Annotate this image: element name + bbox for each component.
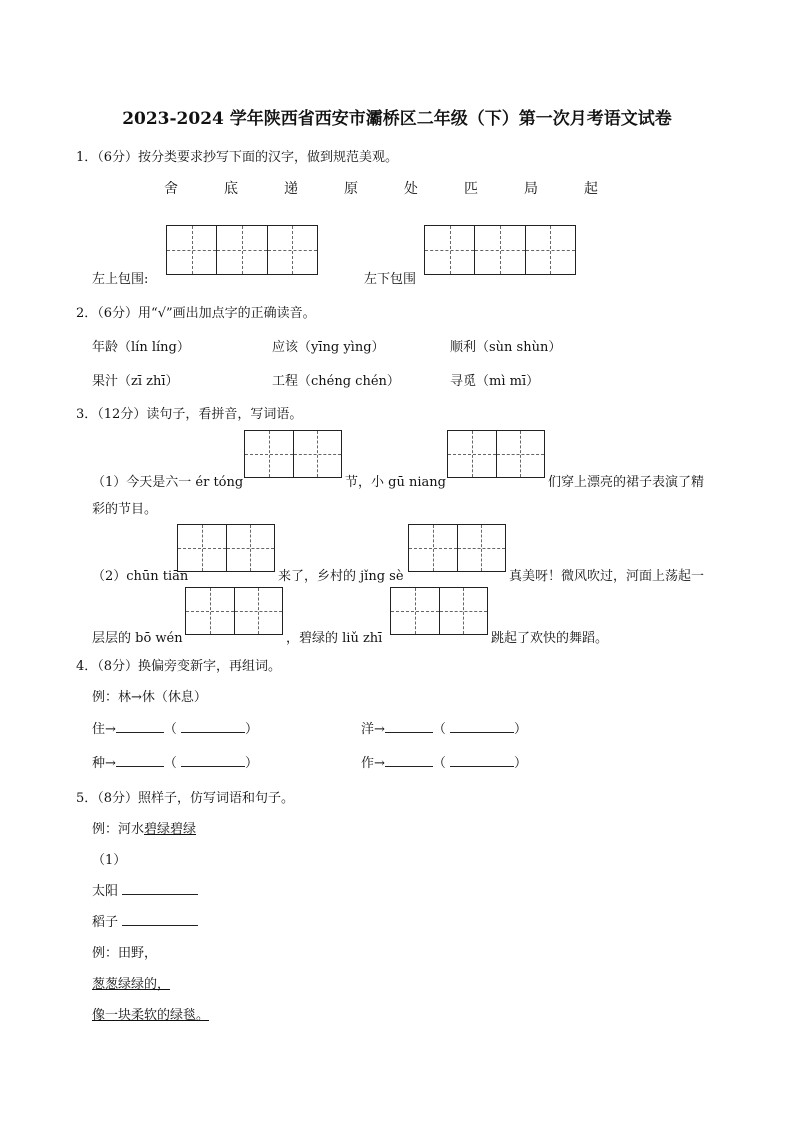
q5-word: 稻子 bbox=[92, 915, 119, 930]
q4-item-char: 作→ bbox=[361, 756, 385, 771]
q4-example: 例：林→休（休息） bbox=[92, 690, 207, 705]
q5-word: 太阳 bbox=[92, 884, 119, 899]
q2-item: 工程（chéng chén） bbox=[272, 374, 400, 389]
q1-char: 处 bbox=[404, 181, 418, 197]
q5-example-prefix: 例：河水 bbox=[92, 822, 145, 837]
answer-blank[interactable] bbox=[385, 754, 433, 767]
writing-grid[interactable] bbox=[447, 430, 545, 478]
q3-sentence-text: 真美呀！微风吹过，河面上荡起一 bbox=[509, 569, 705, 584]
answer-blank[interactable] bbox=[122, 913, 198, 926]
q2-item: 顺利（sùn shùn） bbox=[450, 340, 562, 355]
q1-heading: 1．（6分）按分类要求抄写下面的汉字，做到规范美观。 bbox=[76, 150, 399, 165]
q3-sentence-text: 彩的节目。 bbox=[92, 502, 158, 517]
q4-item: 洋→ （ ） bbox=[361, 722, 528, 737]
answer-blank[interactable] bbox=[116, 754, 164, 767]
q1-char: 递 bbox=[284, 181, 298, 197]
q3-sentence-text: 来了，乡村的 jǐng sè bbox=[278, 569, 404, 584]
q4-item-char: 洋→ bbox=[361, 722, 385, 737]
q4-heading: 4．（8分）换偏旁变新字，再组词。 bbox=[76, 659, 282, 674]
q3-sentence-text: 跳起了欢快的舞蹈。 bbox=[491, 631, 609, 646]
answer-blank[interactable] bbox=[181, 720, 245, 733]
q5-word-item bbox=[92, 880, 198, 899]
q3-heading: 3．（12分）读句子，看拼音，写词语。 bbox=[76, 407, 303, 422]
q1-char: 底 bbox=[224, 181, 238, 197]
writing-grid[interactable] bbox=[424, 225, 576, 275]
q1-right-label: 左下包围 bbox=[364, 272, 417, 287]
q1-char: 局 bbox=[524, 181, 538, 197]
q2-item: 果汁（zī zhī） bbox=[92, 374, 179, 389]
q3-sentence-text: （2）chūn tiān bbox=[92, 569, 189, 584]
q5-example-underlined: 碧绿碧绿 bbox=[144, 822, 197, 837]
answer-blank[interactable] bbox=[450, 720, 514, 733]
writing-grid[interactable] bbox=[177, 524, 275, 572]
q3-sentence-text: 们穿上漂亮的裙子表演了精 bbox=[548, 475, 705, 490]
q1-left-label: 左上包围: bbox=[92, 272, 149, 287]
writing-grid[interactable] bbox=[244, 430, 342, 478]
q5-example-line: 像一块柔软的绿毯。 bbox=[92, 1008, 210, 1023]
q4-item: 种→ （ ） bbox=[92, 756, 259, 771]
q5-subquestion: （1） bbox=[92, 853, 127, 868]
answer-blank[interactable] bbox=[450, 754, 514, 767]
q5-word-item bbox=[92, 911, 198, 930]
writing-grid[interactable] bbox=[185, 587, 283, 635]
q1-char: 起 bbox=[584, 181, 598, 197]
q3-sentence-text: 节，小 gū niang bbox=[345, 475, 446, 490]
q3-sentence-text: （1）今天是六一 ér tóng bbox=[92, 475, 244, 490]
q4-item-char: 住→ bbox=[92, 722, 116, 737]
writing-grid[interactable] bbox=[390, 587, 488, 635]
answer-blank[interactable] bbox=[122, 882, 198, 895]
q5-heading: 5．（8分）照样子，仿写词语和句子。 bbox=[76, 791, 295, 806]
writing-grid[interactable] bbox=[408, 524, 506, 572]
q2-item: 应该（yīng yìng） bbox=[272, 340, 385, 355]
q5-example-line: 葱葱绿绿的， bbox=[92, 977, 171, 992]
q2-heading: 2．（6分）用“√”画出加点字的正确读音。 bbox=[76, 306, 316, 321]
q4-item-char: 种→ bbox=[92, 756, 116, 771]
q2-item: 寻觅（mì mī） bbox=[450, 374, 540, 389]
q4-item: 作→ （ ） bbox=[361, 756, 528, 771]
q4-item: 住→ （ ） bbox=[92, 722, 259, 737]
q1-char: 原 bbox=[344, 181, 358, 197]
q5-example bbox=[92, 818, 196, 837]
answer-blank[interactable] bbox=[385, 720, 433, 733]
q1-char: 匹 bbox=[464, 181, 478, 197]
q1-char: 舍 bbox=[164, 181, 178, 197]
page-title: 2023-2024 学年陕西省西安市灞桥区二年级（下）第一次月考语文试卷 bbox=[122, 109, 672, 129]
q3-sentence-text: 层层的 bō wén bbox=[92, 631, 183, 646]
writing-grid[interactable] bbox=[166, 225, 318, 275]
answer-blank[interactable] bbox=[181, 754, 245, 767]
q3-sentence-text: ，碧绿的 liǔ zhī bbox=[286, 631, 383, 646]
q2-item: 年龄（lín líng） bbox=[92, 340, 190, 355]
q5-example2: 例：田野， bbox=[92, 946, 158, 961]
answer-blank[interactable] bbox=[116, 720, 164, 733]
